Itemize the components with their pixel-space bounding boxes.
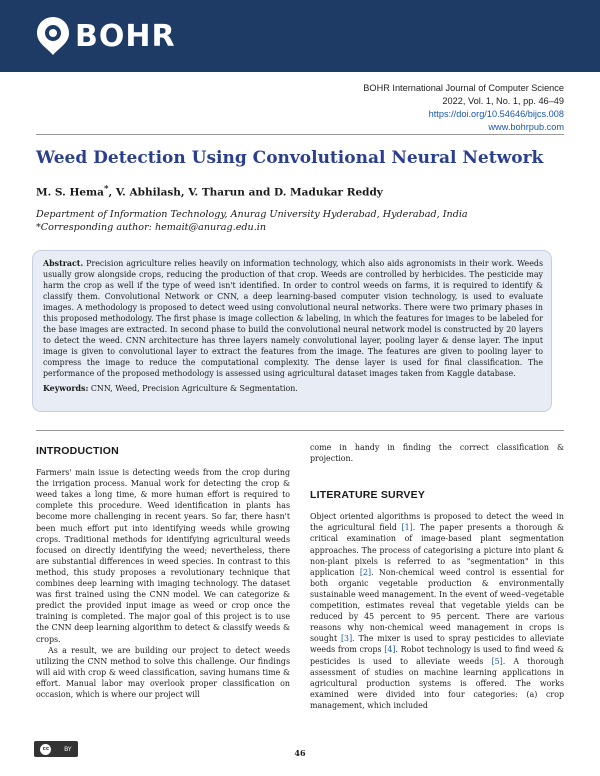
header-divider	[36, 134, 564, 135]
literature-heading: LITERATURE SURVEY	[310, 489, 426, 502]
author-lead: M. S. Hema	[36, 186, 104, 199]
doi-link[interactable]: https://doi.org/10.54646/bijcs.008	[428, 109, 564, 119]
citation-3[interactable]: [3]	[340, 634, 353, 644]
literature-text: . A thorough assessment of studies on machine learning applications in agricultural production systems is offered. The works examined were divided into four categories: (a) crop management, which included	[310, 656, 564, 710]
affiliation: Department of Information Technology, Anurag University Hyderabad, Hyderabad, India	[36, 209, 468, 220]
introduction-paragraph-2: As a result, we are building our project to detect weeds utilizing the CNN method to solve this challenge. Our findings will aid with crop & weed classification, saving humans time & effort. Manual labor may overlook proper classification on occasion, which is where our project will	[36, 645, 290, 699]
volume-info: 2022, Vol. 1, No. 1, pp. 46–49	[442, 96, 564, 106]
introduction-heading: INTRODUCTION	[36, 445, 119, 457]
abstract-label: Abstract.	[43, 259, 84, 268]
author-rest: , V. Abhilash, V. Tharun and D. Madukar Reddy	[108, 186, 383, 199]
literature-paragraph	[310, 511, 564, 711]
article-title: Weed Detection Using Convolutional Neural Network	[36, 148, 544, 168]
corresponding-author: *Corresponding author: hemait@anurag.edu.in	[36, 222, 266, 233]
journal-name: BOHR International Journal of Computer Science	[363, 83, 564, 93]
literature-text: . Non-chemical weed control is essential for both organic vegetable production & environmentally sustainable weed management. In the event of weed–vegetable competition, estimates reveal that vegetable yields can be reduced by 45 percent to 95 percent. There are various reasons why non-chemical weed management in crops is sought	[310, 567, 565, 644]
bohr-logo-icon	[34, 16, 72, 56]
literature-text: . Robot technology is used to find weed & pesticides is used to alleviate weeds	[310, 645, 565, 666]
license-by: BY	[64, 745, 72, 753]
corresponding-mark: *	[103, 184, 109, 194]
introduction-continued: come in handy in finding the correct classification & projection.	[310, 443, 564, 464]
literature-text: . The paper presents a thorough & critical examination of image-based plant segmentation approaches. The process of categorising a picture into plant & non-plant pixels is referred to as "segmentation" in this application	[310, 523, 564, 577]
citation-1[interactable]: [1]	[401, 523, 413, 533]
citation-4[interactable]: [4]	[384, 645, 396, 655]
affiliation-block	[36, 208, 468, 234]
right-column	[310, 442, 564, 711]
citation-5[interactable]: [5]	[491, 656, 503, 666]
introduction-paragraph-1: Farmers' main issue is detecting weeds from the crop during the irrigation process. Manual work for detecting the crop & weed takes a long time, & more human effort is required to complete this procedure. Weed identification in plants has become more challenging in recent years. So far, there hasn't been much effort put into identifying weeds while growing crops. Traditional methods for identifying agricultural weeds focused on directly identifying the weed; nevertheless, there are substantial differences in weed species. In contrast to this method, this study proposes a revolutionary technique that combines deep learning with imaging technology. The dataset was first trained using the CNN model. We can categorize & predict the provided input image as weed or crop once the training is completed. The major goal of this project is to use the CNN deep learning algorithm to detect & classify weeds & crops.	[36, 468, 290, 644]
literature-text: Object oriented algorithms is proposed to detect the weed in the agricultural field	[310, 512, 564, 533]
abstract	[43, 258, 543, 379]
abstract-box	[32, 250, 552, 412]
website-link[interactable]: www.bohrpub.com	[488, 122, 564, 132]
keywords	[43, 383, 543, 394]
keywords-text: CNN, Weed, Precision Agriculture & Segmentation.	[90, 384, 298, 393]
cc-icon: cc	[40, 744, 51, 755]
literature-text: . The mixer is used to spray pesticides to alleviate weeds from crops	[310, 634, 564, 655]
citation-2[interactable]: [2]	[359, 567, 372, 577]
abstract-text: Precision agriculture relies heavily on information technology, which also aids agronomists in their work. Weeds usually grow alongside crops, reducing the production of that crop. Weeds are controlled by herbicides. The pesticide may harm the crop as well if the type of weed isn't identified. In order to control weeds on farms, it is required to identify & classify them. Convolutional Network or CNN, a deep learning-based computer vision technology, is used to evaluate images. A methodology is proposed to detect weed using convolutional neural networks. There were two primary phases in this proposed methodology. The first phase is image collection & labeling, in which the features for images to be labeled for the base images are extracted. In second phase to build the convolutional neural network model is constructed by 20 layers to detect the weed. CNN architecture has three layers namely convolutional layer, pooling layer & dense layer. The input image is given to convolutional layer to extract the features from the image. The features are given to pooling layer to compress the image to reduce the computational complexity. The dense layer is used for final classification. The performance of the proposed methodology is assessed using agricultural dataset images taken from Kaggle database.	[43, 259, 543, 378]
publisher-logo[interactable]	[34, 16, 176, 56]
body-divider	[36, 430, 564, 431]
journal-info	[363, 82, 564, 134]
brand-name: BOHR	[75, 18, 176, 54]
keywords-label: Keywords:	[43, 384, 89, 393]
author-list	[36, 184, 383, 199]
left-column	[36, 442, 290, 700]
page-number: 46	[294, 748, 306, 758]
